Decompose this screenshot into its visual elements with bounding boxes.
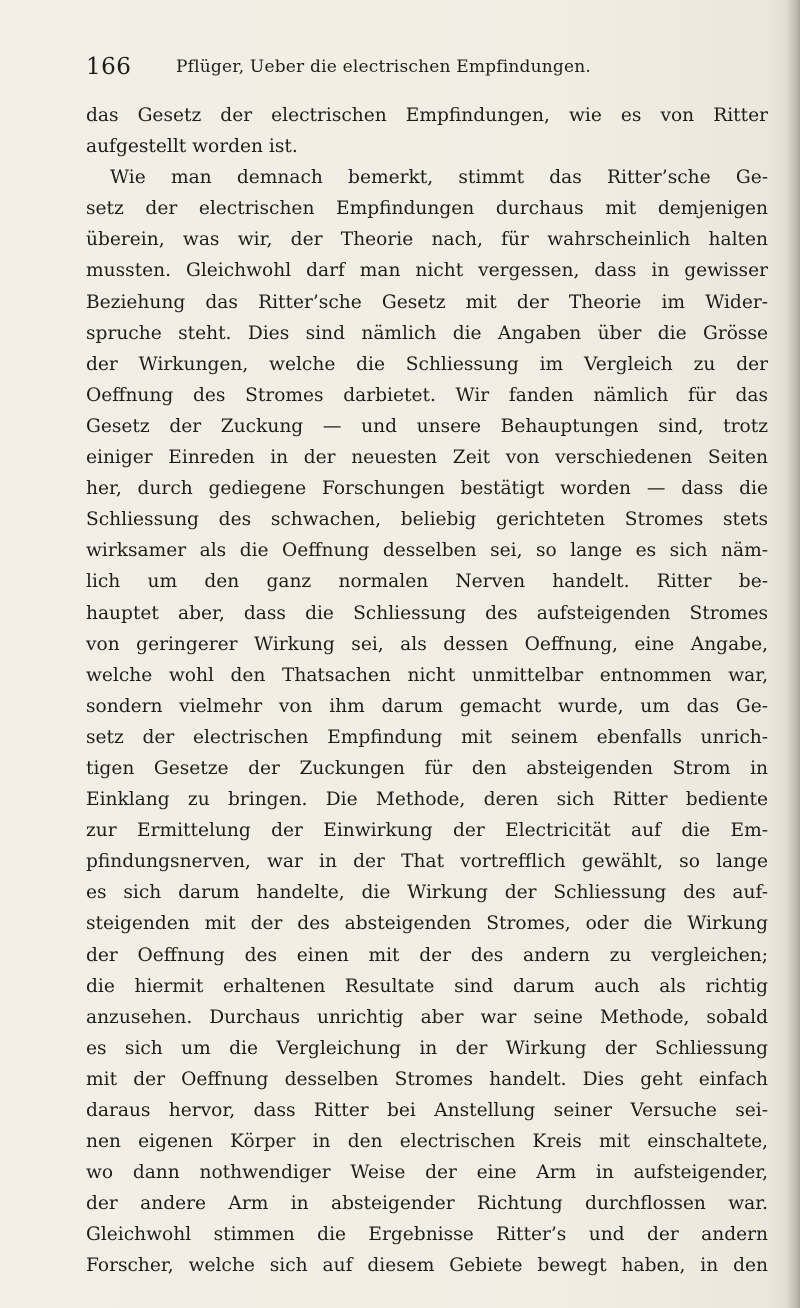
text-line: der Oeffnung des einen mit der des andern zu vergleichen; — [86, 944, 768, 966]
page-number: 166 — [86, 54, 132, 80]
text-line: wirksamer als die Oeffnung desselben sei, so lange es sich näm- — [86, 540, 768, 562]
text-line: aufgestellt worden ist. — [86, 136, 298, 158]
text-line: überein, was wir, der Theorie nach, für wahrscheinlich halten — [86, 229, 768, 251]
body-text — [86, 100, 768, 1282]
text-line: her, durch gediegene Forschungen bestätigt worden — dass die — [86, 478, 768, 500]
text-line: der andere Arm in absteigender Richtung durchflossen war. — [86, 1193, 768, 1215]
text-line: Einklang zu bringen. Die Methode, deren sich Ritter bediente — [86, 789, 768, 811]
running-head: Pflüger, Ueber die electrischen Empfindungen. — [176, 57, 592, 77]
text-line: mit der Oeffnung desselben Stromes handelt. Dies geht einfach — [86, 1068, 768, 1090]
text-line: lich um den ganz normalen Nerven handelt. Ritter be- — [86, 571, 768, 593]
text-line: pfindungsnerven, war in der That vortrefflich gewählt, so lange — [86, 851, 768, 873]
text-line: sondern vielmehr von ihm darum gemacht wurde, um das Ge- — [86, 695, 768, 717]
text-line: Oeffnung des Stromes darbietet. Wir fanden nämlich für das — [86, 384, 768, 406]
text-line: anzusehen. Durchaus unrichtig aber war seine Methode, sobald — [86, 1006, 768, 1028]
page-header — [86, 54, 746, 90]
text-line: Wie man demnach bemerkt, stimmt das Ritter’sche Ge- — [110, 167, 768, 189]
text-line: setz der electrischen Empfindung mit seinem ebenfalls unrich- — [86, 726, 768, 748]
text-line: Schliessung des schwachen, beliebig gerichteten Stromes stets — [86, 509, 768, 531]
text-line: Gesetz der Zuckung — und unsere Behauptungen sind, trotz — [86, 415, 768, 437]
text-line: mussten. Gleichwohl darf man nicht vergessen, dass in gewisser — [86, 260, 768, 282]
text-line: es sich darum handelte, die Wirkung der Schliessung des auf- — [86, 882, 768, 904]
text-line: von geringerer Wirkung sei, als dessen Oeffnung, eine Angabe, — [86, 633, 768, 655]
text-line: setz der electrischen Empfindungen durchaus mit demjenigen — [86, 198, 768, 220]
text-line: wo dann nothwendiger Weise der eine Arm in aufsteigender, — [86, 1162, 768, 1184]
text-line: Forscher, welche sich auf diesem Gebiete bewegt haben, in den — [86, 1255, 768, 1277]
text-line: Beziehung das Ritter’sche Gesetz mit der Theorie im Wider- — [86, 291, 768, 313]
text-line: nen eigenen Körper in den electrischen Kreis mit einschaltete, — [86, 1131, 768, 1153]
text-line: die hiermit erhaltenen Resultate sind darum auch als richtig — [86, 975, 768, 997]
text-line: einiger Einreden in der neuesten Zeit von verschiedenen Seiten — [86, 447, 768, 469]
text-line: steigenden mit der des absteigenden Stromes, oder die Wirkung — [86, 913, 768, 935]
text-line: zur Ermittelung der Einwirkung der Electricität auf die Em- — [86, 820, 768, 842]
text-line: hauptet aber, dass die Schliessung des aufsteigenden Stromes — [86, 602, 768, 624]
text-line: daraus hervor, dass Ritter bei Anstellung seiner Versuche sei- — [86, 1100, 768, 1121]
text-line: es sich um die Vergleichung in der Wirkung der Schliessung — [86, 1037, 768, 1059]
text-line: das Gesetz der electrischen Empfindungen, wie es von Ritter — [86, 105, 768, 126]
text-line: Gleichwohl stimmen die Ergebnisse Ritter’s und der andern — [86, 1224, 768, 1246]
text-line: der Wirkungen, welche die Schliessung im Vergleich zu der — [86, 353, 768, 375]
text-line: tigen Gesetze der Zuckungen für den absteigenden Strom in — [86, 757, 768, 779]
text-line: welche wohl den Thatsachen nicht unmittelbar entnommen war, — [86, 664, 768, 686]
text-line: spruche steht. Dies sind nämlich die Angaben über die Grösse — [86, 322, 768, 344]
page-edge-shadow — [786, 0, 800, 1308]
